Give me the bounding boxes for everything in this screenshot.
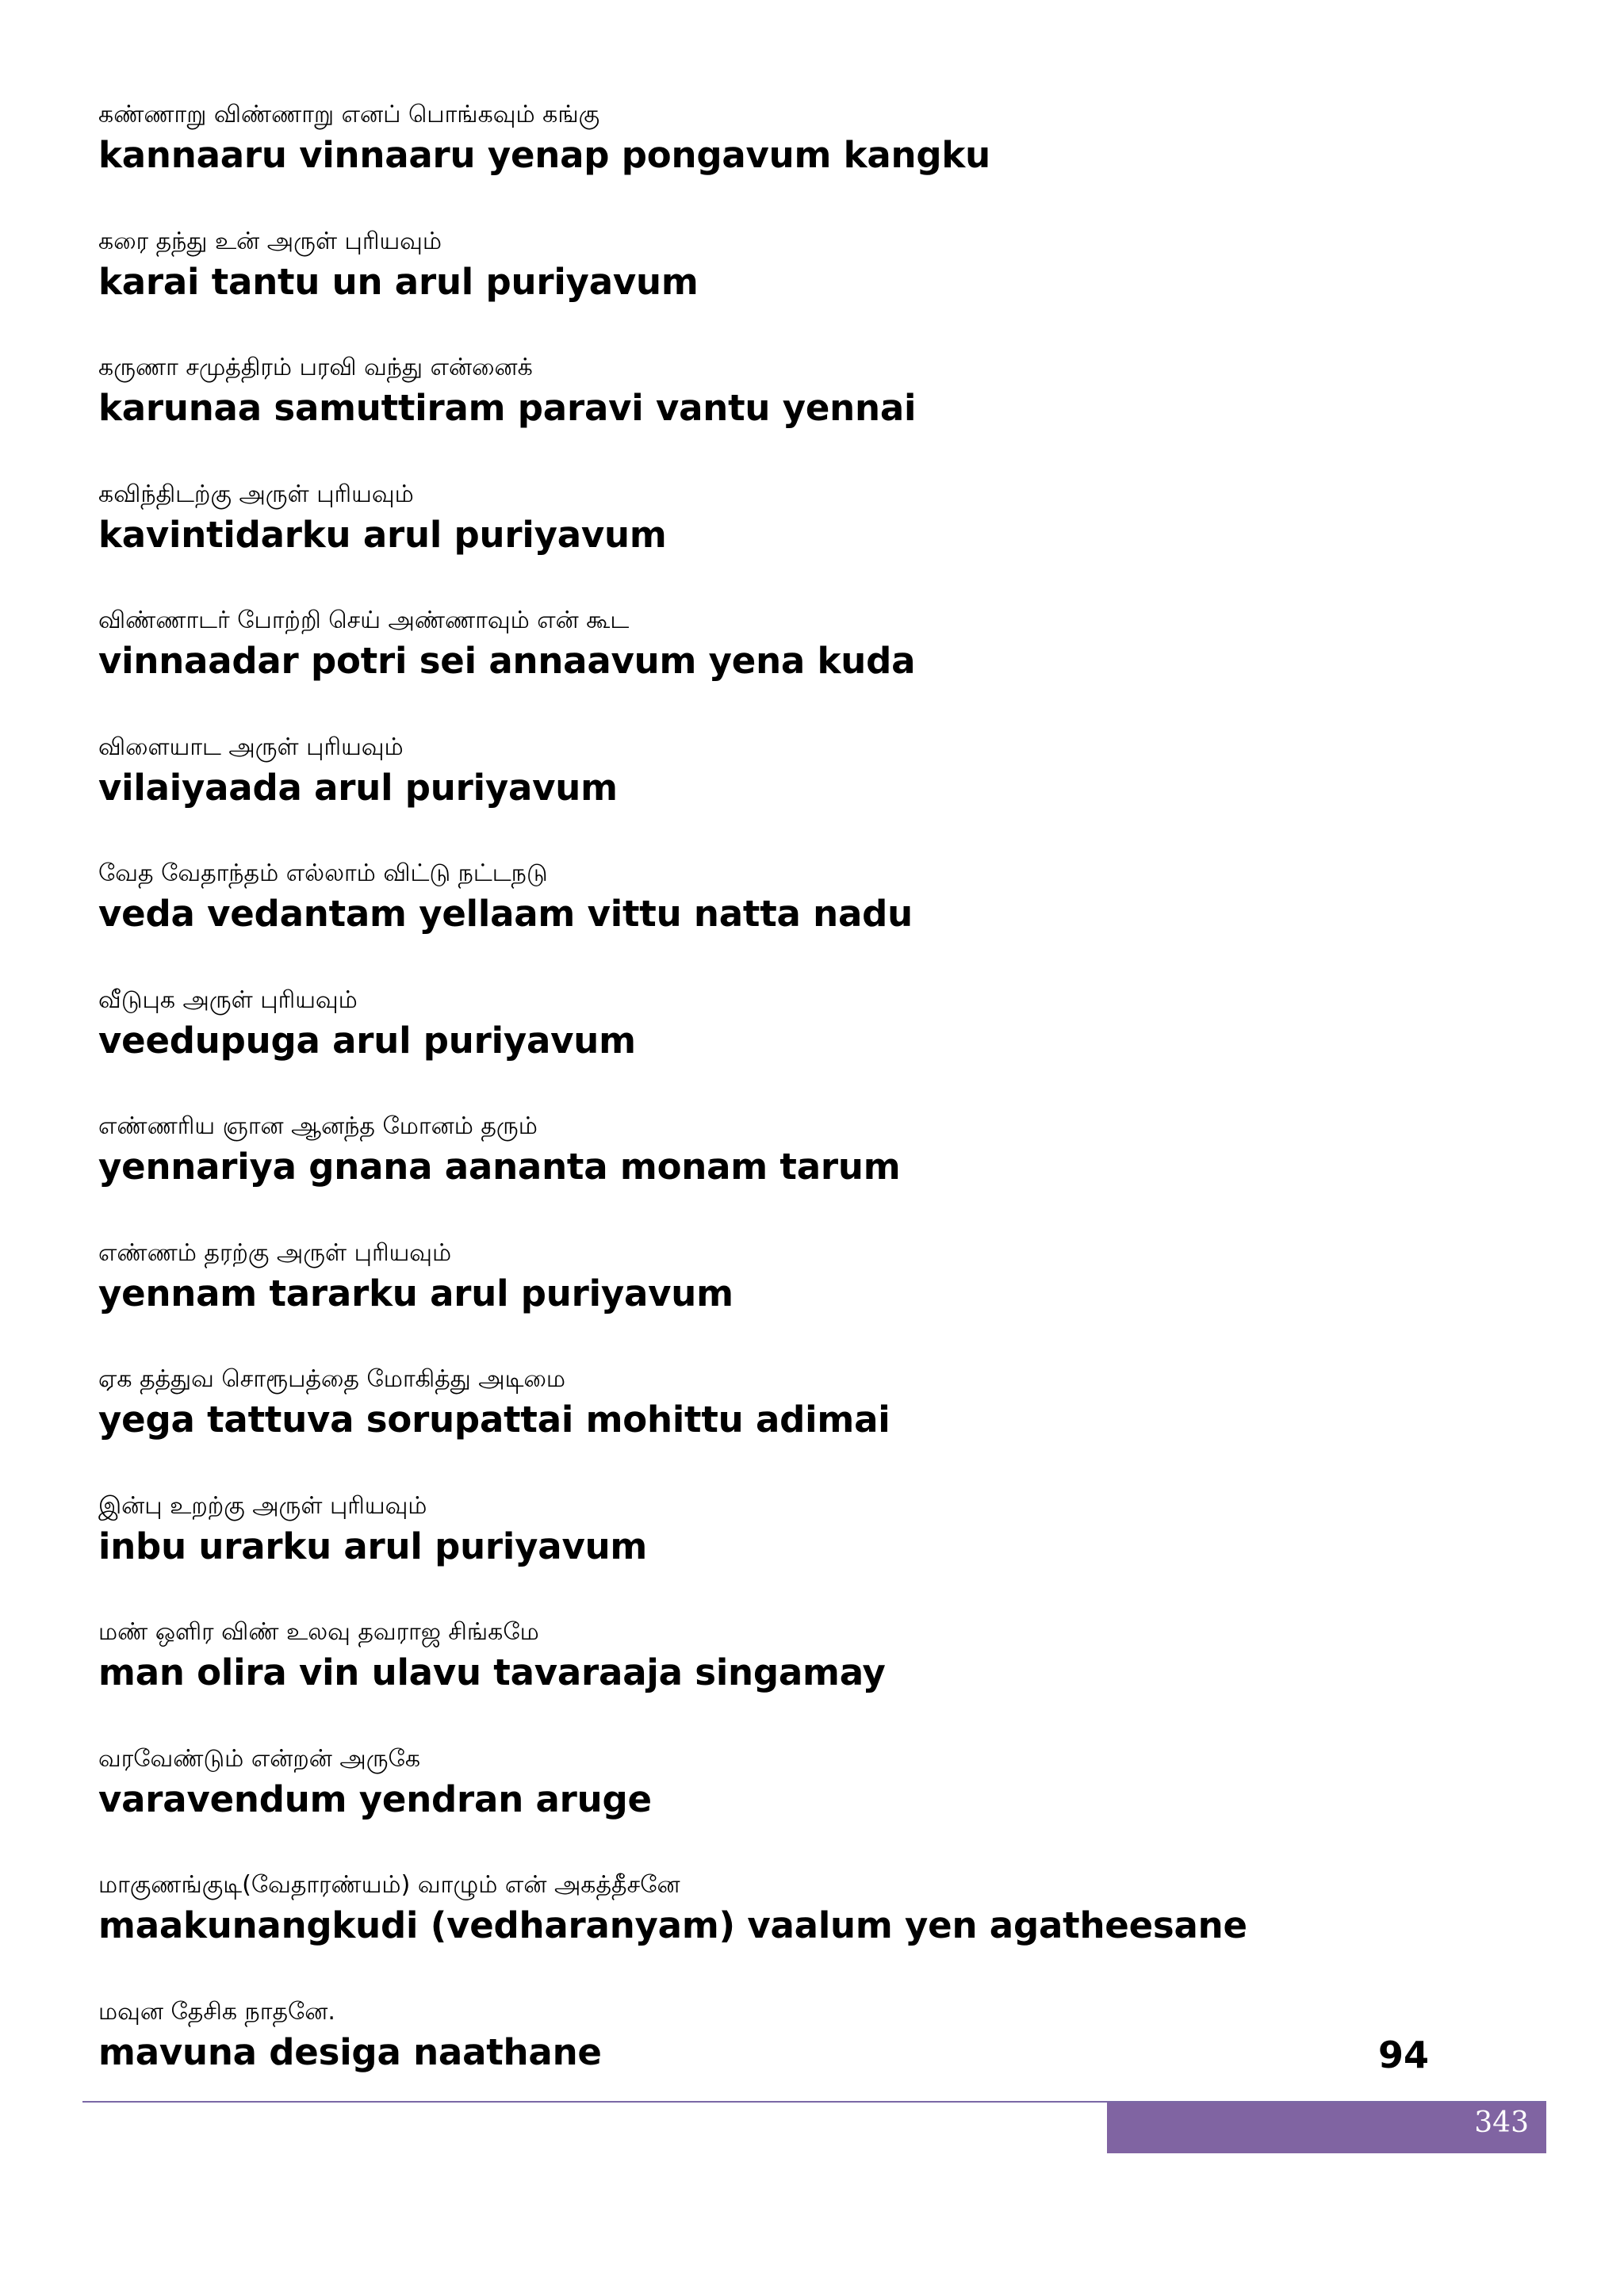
verse-line-pair — [98, 1869, 1462, 1996]
verse-line-pair — [98, 984, 1462, 1111]
page-number-box — [1107, 2103, 1546, 2153]
transliteration-line: yennariya gnana aananta monam tarum — [98, 1146, 901, 1188]
tamil-line: எண்ணம் தரற்கு அருள் புரியவும் — [98, 1238, 452, 1267]
tamil-line: இன்பு உறற்கு அருள் புரியவும் — [98, 1491, 427, 1520]
tamil-line: மாகுணங்குடி(வேதாரண்யம்) வாழும் என் அகத்தீசனே — [98, 1871, 680, 1899]
verse-line-pair — [98, 478, 1462, 605]
verse-line-pair — [98, 1237, 1462, 1364]
verse-line-pair — [98, 98, 1462, 225]
verse-line-pair — [98, 351, 1462, 478]
transliteration-line: karunaa samuttiram paravi vantu yennai — [98, 387, 917, 429]
tamil-line: மண் ஒளிர விண் உலவு தவராஜ சிங்கமே — [98, 1618, 539, 1646]
transliteration-line: yega tattuva sorupattai mohittu adimai — [98, 1399, 891, 1441]
transliteration-line: maakunangkudi (vedharanyam) vaalum yen agatheesane — [98, 1904, 1247, 1946]
verse-line-pair — [98, 1363, 1462, 1490]
transliteration-line: mavuna desiga naathane — [98, 2030, 602, 2073]
tamil-line: வீடுபுக அருள் புரியவும் — [98, 985, 358, 1014]
page-number: 343 — [1474, 2107, 1529, 2139]
tamil-line: விண்ணாடர் போற்றி செய் அண்ணாவும் என் கூட — [98, 607, 630, 634]
tamil-line: கருணா சமுத்திரம் பரவி வந்து என்னைக் — [98, 354, 533, 381]
tamil-line: வரவேண்டும் என்றன் அருகே — [98, 1744, 421, 1773]
verse-line-pair — [98, 857, 1462, 984]
verse-line-pair — [98, 731, 1462, 858]
transliteration-line: varavendum yendran aruge — [98, 1777, 652, 1820]
verse-line-pair — [98, 1490, 1462, 1617]
tamil-line: எண்ணரிய ஞான ஆனந்த மோனம் தரும் — [98, 1112, 538, 1140]
verse-number: 94 — [1378, 2034, 1430, 2076]
transliteration-line: karai tantu un arul puriyavum — [98, 260, 699, 303]
transliteration-line: vilaiyaada arul puriyavum — [98, 766, 618, 809]
verse-list — [98, 98, 1462, 2122]
verse-line-pair — [98, 604, 1462, 731]
transliteration-line: kavintidarku arul puriyavum — [98, 513, 667, 556]
transliteration-line: inbu urarku arul puriyavum — [98, 1525, 648, 1567]
transliteration-line: kannaaru vinnaaru yenap pongavum kangku — [98, 134, 990, 176]
transliteration-line: yennam tararku arul puriyavum — [98, 1272, 733, 1314]
tamil-line: கவிந்திடற்கு அருள் புரியவும் — [98, 480, 414, 508]
transliteration-line: veedupuga arul puriyavum — [98, 1019, 636, 1062]
verse-line-pair — [98, 225, 1462, 352]
transliteration-line: veda vedantam yellaam vittu natta nadu — [98, 893, 913, 935]
tamil-line: கரை தந்து உன் அருள் புரியவும் — [98, 227, 442, 255]
transliteration-line: vinnaadar potri sei annaavum yena kuda — [98, 640, 916, 682]
verse-line-pair — [98, 1743, 1462, 1869]
verse-line-pair — [98, 1616, 1462, 1743]
transliteration-line: man olira vin ulavu tavaraaja singamay — [98, 1651, 886, 1693]
tamil-line: மவுன தேசிக நாதனே. — [98, 1997, 335, 2026]
tamil-line: விளையாட அருள் புரியவும் — [98, 733, 404, 761]
verse-line-pair — [98, 1110, 1462, 1237]
tamil-line: ஏக தத்துவ சொரூபத்தை மோகித்து அடிமை — [98, 1365, 566, 1393]
tamil-line: வேத வேதாந்தம் எல்லாம் விட்டு நட்டநடு — [98, 859, 548, 887]
tamil-line: கண்ணாறு விண்ணாறு எனப் பொங்கவும் கங்கு — [98, 101, 600, 128]
